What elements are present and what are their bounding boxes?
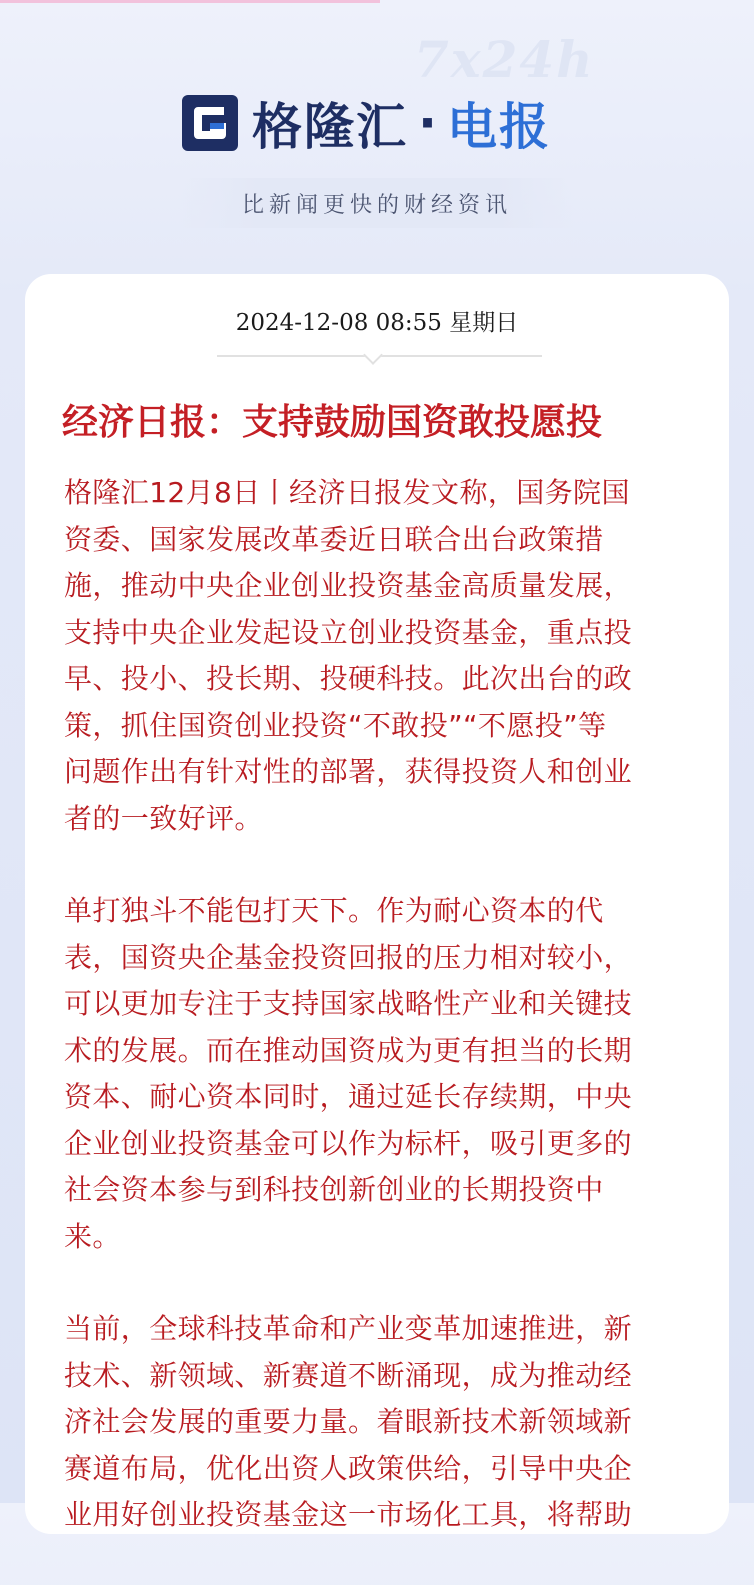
paragraph-line: 社会资本参与到科技创新创业的长期投资中 xyxy=(64,1173,604,1206)
divider-notch xyxy=(363,345,383,365)
paragraph-line: 济社会发展的重要力量。着眼新技术新领域新 xyxy=(64,1405,633,1438)
article-date-row xyxy=(25,304,729,337)
article-title: 经济日报：支持鼓励国资敢投愿投 xyxy=(62,401,603,443)
brand-name: 格隆汇 xyxy=(252,98,408,156)
paragraph-line: 支持中央企业发起设立创业投资基金，重点投 xyxy=(64,615,633,649)
watermark-7x24h: 7x24h xyxy=(414,30,595,89)
paragraph-line: 业用好创业投资基金这一市场化工具，将帮助 xyxy=(64,1498,633,1531)
paragraph-line: 资委、国家发展改革委近日联合出台政策措 xyxy=(64,522,604,556)
paragraph-line: 问题作出有针对性的部署，获得投资人和创业 xyxy=(64,755,633,788)
slogan-text: 比新闻更快的财经资讯 xyxy=(241,192,512,218)
brand-logo xyxy=(180,88,551,158)
brand-suffix: 电报 xyxy=(447,98,551,156)
article-paragraph xyxy=(64,888,700,1260)
paragraph-line: 技术、新领域、新赛道不断涌现，成为推动经 xyxy=(64,1358,633,1392)
gelonghui-g-logo-icon xyxy=(180,93,240,153)
paragraph-line: 可以更加专注于支持国家战略性产业和关键技 xyxy=(64,987,633,1020)
paragraph-line: 早、投小、投长期、投硬科技。此次出台的政 xyxy=(64,662,633,695)
paragraph-line: 策，抓住国资创业投资“不敢投”“不愿投”等 xyxy=(64,708,607,742)
paragraph-line: 当前，全球科技革命和产业变革加速推进，新 xyxy=(64,1312,633,1345)
article-card xyxy=(25,274,729,1534)
paragraph-line: 资本、耐心资本同时，通过延长存续期，中央 xyxy=(64,1080,633,1113)
paragraph-line: 术的发展。而在推动国资成为更有担当的长期 xyxy=(64,1033,633,1067)
paragraph-line: 表，国资央企基金投资回报的压力相对较小， xyxy=(64,940,633,974)
article-date: 2024-12-08 08:55 星期日 xyxy=(235,310,519,336)
article-body xyxy=(64,470,700,1585)
brand-separator-dot: · xyxy=(418,94,437,152)
paragraph-line: 格隆汇12月8日丨经济日报发文称，国务院国 xyxy=(64,476,630,509)
slogan-banner xyxy=(180,178,574,228)
article-paragraph xyxy=(64,470,700,842)
paragraph-line: 来。 xyxy=(64,1219,121,1253)
paragraph-line: 者的一致好评。 xyxy=(64,801,263,835)
brand-header xyxy=(0,0,754,270)
paragraph-line: 施，推动中央企业创业投资基金高质量发展， xyxy=(64,569,633,602)
article-paragraph xyxy=(64,1306,700,1539)
paragraph-line: 企业创业投资基金可以作为标杆，吸引更多的 xyxy=(64,1126,633,1160)
paragraph-line: 单打独斗不能包打天下。作为耐心资本的代 xyxy=(64,894,604,927)
paragraph-line: 赛道布局，优化出资人政策供给，引导中央企 xyxy=(64,1451,633,1485)
